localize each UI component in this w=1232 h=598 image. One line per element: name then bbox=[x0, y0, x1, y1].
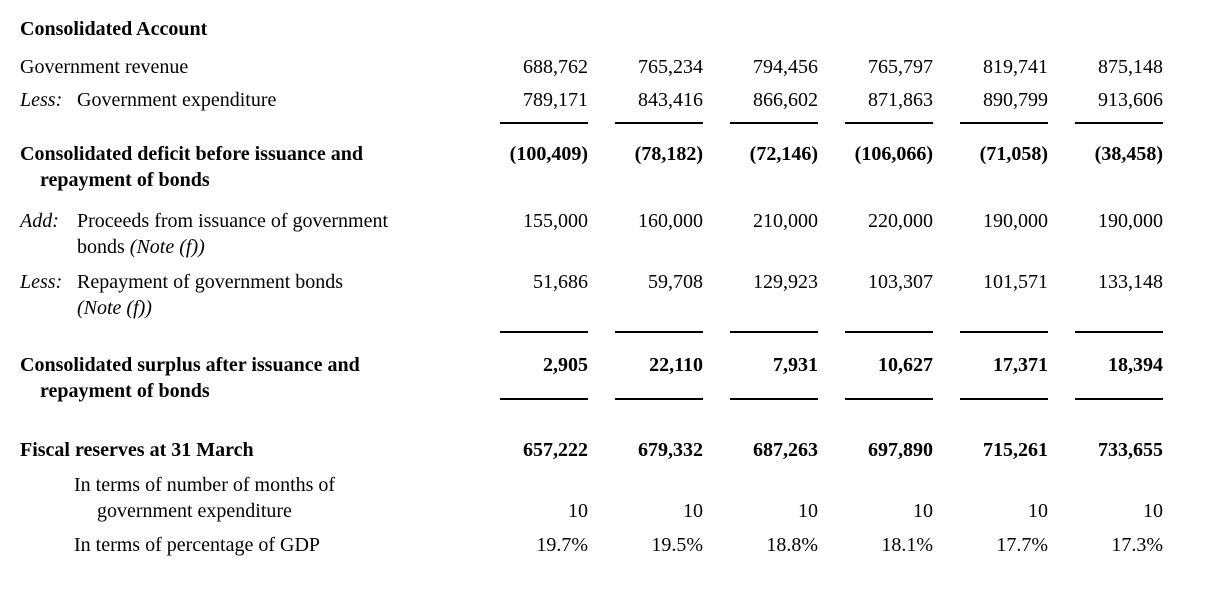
value-cell: 129,923 bbox=[753, 271, 818, 293]
column-rule bbox=[1075, 122, 1163, 124]
column-rule bbox=[845, 331, 933, 333]
note-reference: (Note (f)) bbox=[77, 297, 152, 319]
value-cell: 794,456 bbox=[753, 56, 818, 78]
value-cell: 133,148 bbox=[1098, 271, 1163, 293]
row-months-of-expenditure bbox=[0, 472, 1232, 524]
value-cell: 765,234 bbox=[638, 56, 703, 78]
row-label-line1: Proceeds from issuance of government bbox=[77, 210, 389, 232]
less-prefix: Less: bbox=[20, 89, 63, 111]
column-rule bbox=[500, 331, 588, 333]
value-cell: 18.1% bbox=[881, 534, 933, 556]
value-cell: 59,708 bbox=[648, 271, 703, 293]
total-rule bbox=[0, 398, 1232, 400]
value-cell: 2,905 bbox=[543, 354, 588, 376]
value-cell: 18.8% bbox=[766, 534, 818, 556]
value-cell: 160,000 bbox=[638, 210, 703, 232]
total-rule bbox=[0, 331, 1232, 333]
value-cell: 19.5% bbox=[651, 534, 703, 556]
row-government-revenue bbox=[0, 54, 1232, 80]
value-cell: 789,171 bbox=[523, 89, 588, 111]
row-label-line1: In terms of number of months of bbox=[74, 474, 336, 496]
value-cell: 18,394 bbox=[1108, 354, 1163, 376]
value-cell: 101,571 bbox=[983, 271, 1048, 293]
column-rule bbox=[615, 398, 703, 400]
row-label bbox=[0, 141, 480, 193]
column-rule bbox=[500, 398, 588, 400]
page-title: Consolidated Account bbox=[20, 18, 208, 40]
row-label-line2: bonds (Note (f)) bbox=[77, 236, 205, 258]
value-cell: 10 bbox=[683, 500, 703, 522]
value-cell: 210,000 bbox=[753, 210, 818, 232]
column-rule bbox=[960, 331, 1048, 333]
value-cell: 679,332 bbox=[638, 439, 703, 461]
row-label bbox=[0, 208, 480, 260]
row-label-text: Government revenue bbox=[20, 56, 189, 78]
row-percentage-of-gdp bbox=[0, 532, 1232, 558]
value-cell: 155,000 bbox=[523, 210, 588, 232]
value-cell: 890,799 bbox=[983, 89, 1048, 111]
value-cell: 871,863 bbox=[868, 89, 933, 111]
column-rule bbox=[500, 122, 588, 124]
column-rule bbox=[615, 122, 703, 124]
row-government-expenditure bbox=[0, 87, 1232, 113]
value-cell: (38,458) bbox=[1094, 143, 1163, 165]
add-prefix: Add: bbox=[20, 210, 59, 232]
value-cell: 17.7% bbox=[996, 534, 1048, 556]
value-cell: 715,261 bbox=[983, 439, 1048, 461]
row-label-line1: Consolidated deficit before issuance and bbox=[20, 143, 363, 165]
column-rule bbox=[615, 331, 703, 333]
row-consolidated-deficit bbox=[0, 141, 1232, 193]
row-label-text: Government expenditure bbox=[77, 89, 277, 111]
value-cell: 103,307 bbox=[868, 271, 933, 293]
value-cell: 190,000 bbox=[1098, 210, 1163, 232]
value-cell: 10 bbox=[568, 500, 588, 522]
column-rule bbox=[960, 398, 1048, 400]
row-label-text: In terms of percentage of GDP bbox=[74, 534, 321, 556]
column-rule bbox=[1075, 331, 1163, 333]
value-cell: (106,066) bbox=[854, 143, 933, 165]
column-rule bbox=[1075, 398, 1163, 400]
rule-spacer bbox=[0, 122, 480, 124]
value-cell: 687,263 bbox=[753, 439, 818, 461]
value-cell: (71,058) bbox=[979, 143, 1048, 165]
rule-spacer bbox=[0, 331, 480, 333]
value-cell: 765,797 bbox=[868, 56, 933, 78]
row-label bbox=[0, 472, 480, 524]
rule-spacer bbox=[0, 398, 480, 400]
value-cell: 843,416 bbox=[638, 89, 703, 111]
row-label-line1: Consolidated surplus after issuance and bbox=[20, 354, 360, 376]
value-cell: 10 bbox=[1143, 500, 1163, 522]
value-cell: 19.7% bbox=[536, 534, 588, 556]
note-reference: (Note (f)) bbox=[129, 236, 205, 258]
row-label-line1: Repayment of government bonds bbox=[77, 271, 344, 293]
value-cell: 51,686 bbox=[533, 271, 588, 293]
row-fiscal-reserves bbox=[0, 437, 1232, 463]
value-cell: 10 bbox=[913, 500, 933, 522]
column-rule bbox=[960, 122, 1048, 124]
value-cell: 913,606 bbox=[1098, 89, 1163, 111]
total-rule bbox=[0, 122, 1232, 124]
row-label bbox=[0, 87, 480, 113]
value-cell: 697,890 bbox=[868, 439, 933, 461]
row-proceeds-issuance bbox=[0, 208, 1232, 260]
value-cell: 10,627 bbox=[878, 354, 933, 376]
row-label-line2: repayment of bonds bbox=[40, 380, 210, 402]
value-cell: 22,110 bbox=[649, 354, 703, 376]
value-cell: 17.3% bbox=[1111, 534, 1163, 556]
row-label bbox=[0, 269, 480, 321]
row-label bbox=[0, 437, 480, 463]
column-rule bbox=[730, 331, 818, 333]
value-cell: 733,655 bbox=[1098, 439, 1163, 461]
value-cell: 7,931 bbox=[773, 354, 818, 376]
less-prefix: Less: bbox=[20, 271, 63, 293]
row-repayment-bonds bbox=[0, 269, 1232, 321]
row-label bbox=[0, 352, 480, 404]
value-cell: 17,371 bbox=[993, 354, 1048, 376]
value-cell: (100,409) bbox=[509, 143, 588, 165]
value-cell: 866,602 bbox=[753, 89, 818, 111]
row-label bbox=[0, 532, 480, 558]
row-label bbox=[0, 54, 480, 80]
column-rule bbox=[730, 122, 818, 124]
value-cell: 657,222 bbox=[523, 439, 588, 461]
row-label-line2: repayment of bonds bbox=[40, 169, 210, 191]
value-cell: 819,741 bbox=[983, 56, 1048, 78]
value-cell: 10 bbox=[1028, 500, 1048, 522]
value-cell: 688,762 bbox=[523, 56, 588, 78]
value-cell: (72,146) bbox=[749, 143, 818, 165]
value-cell: 875,148 bbox=[1098, 56, 1163, 78]
row-label-line2: government expenditure bbox=[97, 500, 292, 522]
value-cell: 190,000 bbox=[983, 210, 1048, 232]
column-rule bbox=[730, 398, 818, 400]
column-rule bbox=[845, 122, 933, 124]
value-cell: 220,000 bbox=[868, 210, 933, 232]
value-cell: (78,182) bbox=[634, 143, 703, 165]
row-label-text: Fiscal reserves at 31 March bbox=[20, 439, 254, 461]
value-cell: 10 bbox=[798, 500, 818, 522]
column-rule bbox=[845, 398, 933, 400]
row-consolidated-surplus bbox=[0, 352, 1232, 404]
